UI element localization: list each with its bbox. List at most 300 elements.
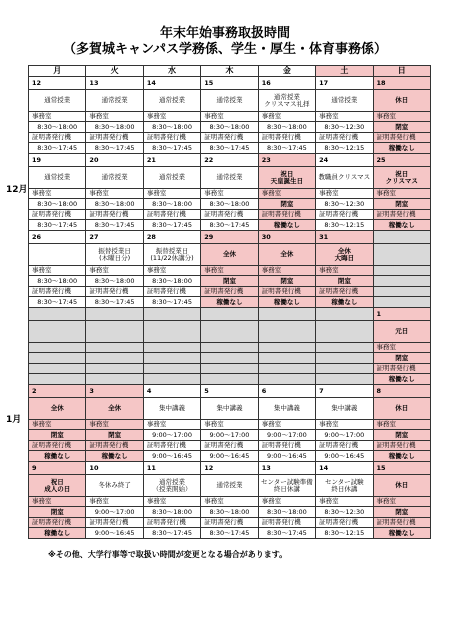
office-hours: 8:30～18:00 [86,199,143,210]
office-label: 事務室 [29,497,86,507]
cert-status-stopped: 稼働なし [201,297,258,308]
cert-label: 証明書発行機 [29,133,86,143]
office-label: 事務室 [201,420,258,430]
office-status-closed: 閉室 [316,276,373,287]
date-cell: 21 [143,154,200,167]
date-cell: 12 [201,462,258,475]
office-hours: 8:30～12:30 [316,507,373,518]
cert-status-stopped: 稼働なし [373,451,430,462]
office-label: 事務室 [201,189,258,199]
date-cell: 4 [143,385,200,398]
date-cell-empty [201,308,258,321]
date-cell: 23 [258,154,315,167]
office-status-closed: 閉室 [86,430,143,441]
date-cell: 20 [86,154,143,167]
week-0-row-1 [29,90,431,112]
date-cell-empty [86,308,143,321]
cert-hours: 8:30～17:45 [258,143,315,154]
cert-hours: 8:30～17:45 [201,143,258,154]
office-label: 事務室 [201,266,258,276]
office-label: 事務室 [143,420,200,430]
cert-status-stopped: 稼働なし [258,297,315,308]
date-cell: 15 [201,77,258,90]
event-cell: 通常授業 [143,167,200,189]
cert-status-stopped: 稼働なし [29,528,86,539]
month-label-jan: 1月 [6,415,22,425]
event-cell: 集中講義 [201,398,258,420]
cert-label-empty [316,364,373,374]
office-status-empty [373,276,430,287]
event-cell: 通常授業 クリスマス礼拝 [258,90,315,112]
week-5-row-3 [29,507,431,518]
week-1-row-5 [29,220,431,231]
office-hours: 9:00～17:00 [201,430,258,441]
week-0-row-0 [29,77,431,90]
event-cell-empty [316,321,373,343]
office-label: 事務室 [143,266,200,276]
cert-hours: 8:30～17:45 [86,297,143,308]
week-4-row-0 [29,385,431,398]
cert-label: 証明書発行機 [373,364,430,374]
cert-label-empty [201,364,258,374]
date-cell: 24 [316,154,373,167]
date-cell: 13 [86,77,143,90]
cert-label: 証明書発行機 [143,518,200,528]
cert-label: 証明書発行機 [29,210,86,220]
cert-label: 証明書発行機 [316,133,373,143]
week-0-row-5 [29,143,431,154]
office-label: 事務室 [316,189,373,199]
cert-hours: 8:30～17:45 [201,528,258,539]
cert-label: 証明書発行機 [143,441,200,451]
office-label: 事務室 [373,189,430,199]
cert-label: 証明書発行機 [258,518,315,528]
cert-label: 証明書発行機 [86,441,143,451]
cert-status-empty [201,374,258,385]
cert-hours: 8:30～17:45 [143,143,200,154]
office-status-closed: 閉室 [258,276,315,287]
event-cell: 全休 [86,398,143,420]
event-cell: センター試験準備 終日休講 [258,475,315,497]
event-cell: 通常授業 [29,167,86,189]
office-hours: 8:30～18:00 [29,276,86,287]
office-label: 事務室 [373,497,430,507]
date-cell: 25 [373,154,430,167]
cert-status-stopped: 稼働なし [373,220,430,231]
office-label: 事務室 [29,112,86,122]
date-cell: 8 [373,385,430,398]
office-hours: 8:30～18:00 [86,276,143,287]
week-3-row-3 [29,353,431,364]
office-label: 事務室 [373,420,430,430]
event-cell-empty [373,244,430,266]
date-cell: 14 [316,462,373,475]
weekday-sun: 日 [373,66,430,77]
event-cell: 通常授業 （授業開始） [143,475,200,497]
cert-status-stopped: 稼働なし [316,297,373,308]
office-status-closed: 閉室 [373,199,430,210]
cert-hours: 9:00～16:45 [201,451,258,462]
weekday-sat: 土 [316,66,373,77]
week-0-row-2 [29,112,431,122]
event-cell: 祝日 天皇誕生日 [258,167,315,189]
office-hours: 8:30～18:00 [258,122,315,133]
office-status-closed: 閉室 [373,507,430,518]
cert-label: 証明書発行機 [143,133,200,143]
cert-hours: 8:30～12:15 [316,220,373,231]
cert-label: 証明書発行機 [316,441,373,451]
date-cell-empty [373,231,430,244]
cert-hours: 8:30～17:45 [29,297,86,308]
event-cell: 通常授業 [201,90,258,112]
weekday-wed: 水 [143,66,200,77]
office-label-empty [373,266,430,276]
office-status-empty [29,353,86,364]
cert-status-stopped: 稼働なし [29,451,86,462]
week-3-row-4 [29,364,431,374]
event-cell [29,244,86,266]
office-hours: 8:30～18:00 [86,122,143,133]
cert-label: 証明書発行機 [29,518,86,528]
cert-label-empty [86,364,143,374]
office-hours: 8:30～18:00 [143,507,200,518]
cert-hours: 9:00～16:45 [316,451,373,462]
cert-label-empty [258,364,315,374]
date-cell: 14 [143,77,200,90]
week-5-row-4 [29,518,431,528]
cert-status-stopped: 稼働なし [373,143,430,154]
date-cell: 13 [258,462,315,475]
weekday-mon: 月 [29,66,86,77]
cert-label: 証明書発行機 [86,287,143,297]
office-label: 事務室 [258,420,315,430]
office-hours: 8:30～18:00 [201,199,258,210]
office-label-empty [143,343,200,353]
office-label: 事務室 [86,112,143,122]
cert-hours: 8:30～17:45 [143,297,200,308]
date-cell: 17 [316,77,373,90]
weekday-thu: 木 [201,66,258,77]
cert-hours: 8:30～17:45 [29,143,86,154]
office-hours: 9:00～17:00 [86,507,143,518]
event-cell: 通常授業 [201,167,258,189]
week-2-row-1 [29,244,431,266]
office-label: 事務室 [143,189,200,199]
office-status-closed: 閉室 [373,122,430,133]
office-label: 事務室 [258,112,315,122]
office-hours: 8:30～12:30 [316,122,373,133]
office-label: 事務室 [258,189,315,199]
office-hours: 9:00～17:00 [143,430,200,441]
event-cell: 通常授業 [201,475,258,497]
cert-label-empty [143,364,200,374]
date-cell: 3 [86,385,143,398]
week-4-row-5 [29,451,431,462]
month-label-dec: 12月 [6,185,28,195]
week-5-row-2 [29,497,431,507]
event-cell: 振替授業日 (11/22休講分) [143,244,200,266]
week-5-row-0 [29,462,431,475]
date-cell: 9 [29,462,86,475]
cert-status-stopped: 稼働なし [258,220,315,231]
office-label: 事務室 [86,266,143,276]
week-2-row-2 [29,266,431,276]
office-status-closed: 閉室 [373,430,430,441]
cert-label: 証明書発行機 [258,287,315,297]
event-cell: 休日 [373,90,430,112]
office-label: 事務室 [29,189,86,199]
office-status-closed: 閉室 [29,507,86,518]
event-cell: 通常授業 [143,90,200,112]
office-status-empty [258,353,315,364]
office-hours: 8:30～18:00 [143,276,200,287]
event-cell: センター試験 終日休講 [316,475,373,497]
cert-hours: 9:00～16:45 [86,528,143,539]
cert-status-empty [86,374,143,385]
cert-status-stopped: 稼働なし [373,528,430,539]
office-label: 事務室 [29,420,86,430]
event-cell-empty [258,321,315,343]
page-subtitle: （多賀城キャンパス学務係、学生・厚生・体育事務係） [62,42,388,57]
cert-label: 証明書発行機 [373,441,430,451]
date-cell: 19 [29,154,86,167]
cert-status-empty [29,374,86,385]
cert-status-empty [316,374,373,385]
office-label: 事務室 [258,497,315,507]
weekday-fri: 金 [258,66,315,77]
date-cell: 12 [29,77,86,90]
office-status-closed: 閉室 [29,430,86,441]
office-hours: 8:30～12:30 [316,199,373,210]
office-label-empty [258,343,315,353]
office-label: 事務室 [316,112,373,122]
week-2-row-0 [29,231,431,244]
cert-hours: 9:00～16:45 [258,451,315,462]
office-hours: 8:30～18:00 [29,199,86,210]
cert-label: 証明書発行機 [373,210,430,220]
office-label: 事務室 [86,497,143,507]
date-cell: 27 [86,231,143,244]
office-label: 事務室 [373,343,430,353]
cert-label: 証明書発行機 [143,287,200,297]
week-1-row-3 [29,199,431,210]
event-cell: 通常授業 [316,90,373,112]
cert-label: 証明書発行機 [86,133,143,143]
cert-hours: 8:30～17:45 [29,220,86,231]
date-cell: 18 [373,77,430,90]
office-hours: 8:30～18:00 [143,199,200,210]
week-5-row-1 [29,475,431,497]
cert-label: 証明書発行機 [316,518,373,528]
office-label: 事務室 [201,497,258,507]
office-hours: 8:30～18:00 [29,122,86,133]
office-hours: 8:30～18:00 [201,122,258,133]
cert-status-empty [258,374,315,385]
event-cell: 振替授業日 (木曜日分) [86,244,143,266]
cert-label: 証明書発行機 [29,441,86,451]
cert-hours: 8:30～17:45 [86,143,143,154]
week-2-row-5 [29,297,431,308]
date-cell: 29 [201,231,258,244]
cert-hours: 9:00～16:45 [143,451,200,462]
event-cell: 集中講義 [143,398,200,420]
cert-label: 証明書発行機 [143,210,200,220]
office-hours: 9:00～17:00 [258,430,315,441]
event-cell: 集中講義 [316,398,373,420]
cert-label: 証明書発行機 [373,133,430,143]
cert-hours: 8:30～12:15 [316,528,373,539]
office-label: 事務室 [86,189,143,199]
cert-label-empty [373,287,430,297]
week-2-row-3 [29,276,431,287]
date-cell-empty [29,308,86,321]
office-hours: 8:30～18:00 [143,122,200,133]
week-3-row-5 [29,374,431,385]
week-3-row-0 [29,308,431,321]
week-3-row-2 [29,343,431,353]
week-2-row-4 [29,287,431,297]
office-label: 事務室 [316,497,373,507]
cert-hours: 8:30～12:15 [316,143,373,154]
date-cell: 15 [373,462,430,475]
event-cell: 通常授業 [29,90,86,112]
office-status-empty [143,353,200,364]
office-label: 事務室 [258,266,315,276]
cert-label: 証明書発行機 [201,210,258,220]
date-cell: 5 [201,385,258,398]
date-cell: 1 [373,308,430,321]
cert-hours: 8:30～17:45 [258,528,315,539]
office-label: 事務室 [373,112,430,122]
cert-label-empty [29,364,86,374]
event-cell: 集中講義 [258,398,315,420]
date-cell-empty [258,308,315,321]
page-title: 年末年始事務取扱時間 [159,26,290,41]
week-4-row-4 [29,441,431,451]
event-cell: 教職員クリスマス [316,167,373,189]
event-cell: 休日 [373,398,430,420]
week-1-row-0 [29,154,431,167]
cert-status-empty [373,297,430,308]
weekday-tue: 火 [86,66,143,77]
week-0-row-4 [29,133,431,143]
cert-hours: 8:30～17:45 [201,220,258,231]
office-label-empty [201,343,258,353]
week-1-row-1 [29,167,431,189]
event-cell: 全休 [201,244,258,266]
office-label: 事務室 [316,420,373,430]
date-cell-empty [143,308,200,321]
cert-label: 証明書発行機 [316,210,373,220]
week-3-row-1 [29,321,431,343]
office-label-empty [86,343,143,353]
cert-hours: 8:30～17:45 [143,220,200,231]
date-cell: 16 [258,77,315,90]
event-cell: 祝日 成人の日 [29,475,86,497]
date-cell: 2 [29,385,86,398]
cert-hours: 8:30～17:45 [143,528,200,539]
date-cell: 7 [316,385,373,398]
date-cell: 30 [258,231,315,244]
week-1-row-4 [29,210,431,220]
office-label: 事務室 [201,112,258,122]
cert-status-empty [143,374,200,385]
office-label: 事務室 [29,266,86,276]
office-label-empty [316,343,373,353]
event-cell-empty [143,321,200,343]
cert-label: 証明書発行機 [258,441,315,451]
week-1-row-2 [29,189,431,199]
cert-label: 証明書発行機 [201,287,258,297]
event-cell: 全休 [258,244,315,266]
cert-label: 証明書発行機 [201,518,258,528]
cert-status-stopped: 稼働なし [373,374,430,385]
footnote: ※その他、大学行事等で取扱い時間が変更となる場合があります。 [48,550,288,559]
event-cell: 元日 [373,321,430,343]
schedule-table [28,65,431,539]
cert-status-stopped: 稼働なし [86,451,143,462]
cert-label: 証明書発行機 [201,133,258,143]
office-hours: 9:00～17:00 [316,430,373,441]
week-4-row-3 [29,430,431,441]
office-status-empty [201,353,258,364]
week-4-row-1 [29,398,431,420]
event-cell: 冬休み終了 [86,475,143,497]
date-cell: 10 [86,462,143,475]
office-status-closed: 閉室 [373,353,430,364]
date-cell: 26 [29,231,86,244]
date-cell: 22 [201,154,258,167]
date-cell: 11 [143,462,200,475]
event-cell: 全休 [29,398,86,420]
cert-label: 証明書発行機 [29,287,86,297]
office-status-empty [316,353,373,364]
week-4-row-2 [29,420,431,430]
cert-label: 証明書発行機 [316,287,373,297]
cert-label: 証明書発行機 [86,518,143,528]
event-cell: 全休 大晦日 [316,244,373,266]
date-cell: 31 [316,231,373,244]
week-5-row-5 [29,528,431,539]
office-status-closed: 閉室 [201,276,258,287]
office-label: 事務室 [86,420,143,430]
office-hours: 8:30～18:00 [201,507,258,518]
cert-label: 証明書発行機 [201,441,258,451]
cert-label: 証明書発行機 [258,210,315,220]
office-hours: 8:30～18:00 [258,507,315,518]
event-cell: 通常授業 [86,90,143,112]
date-cell-empty [316,308,373,321]
event-cell-empty [86,321,143,343]
office-status-empty [86,353,143,364]
event-cell-empty [201,321,258,343]
event-cell-empty [29,321,86,343]
office-label: 事務室 [143,497,200,507]
event-cell: 休日 [373,475,430,497]
office-status-closed: 閉室 [258,199,315,210]
cert-label: 証明書発行機 [86,210,143,220]
event-cell: 祝日 クリスマス [373,167,430,189]
office-label-empty [29,343,86,353]
weekday-header-row [29,66,431,77]
date-cell: 28 [143,231,200,244]
cert-label: 証明書発行機 [258,133,315,143]
week-0-row-3 [29,122,431,133]
cert-hours: 8:30～17:45 [86,220,143,231]
office-label: 事務室 [143,112,200,122]
event-cell: 通常授業 [86,167,143,189]
cert-label: 証明書発行機 [373,518,430,528]
